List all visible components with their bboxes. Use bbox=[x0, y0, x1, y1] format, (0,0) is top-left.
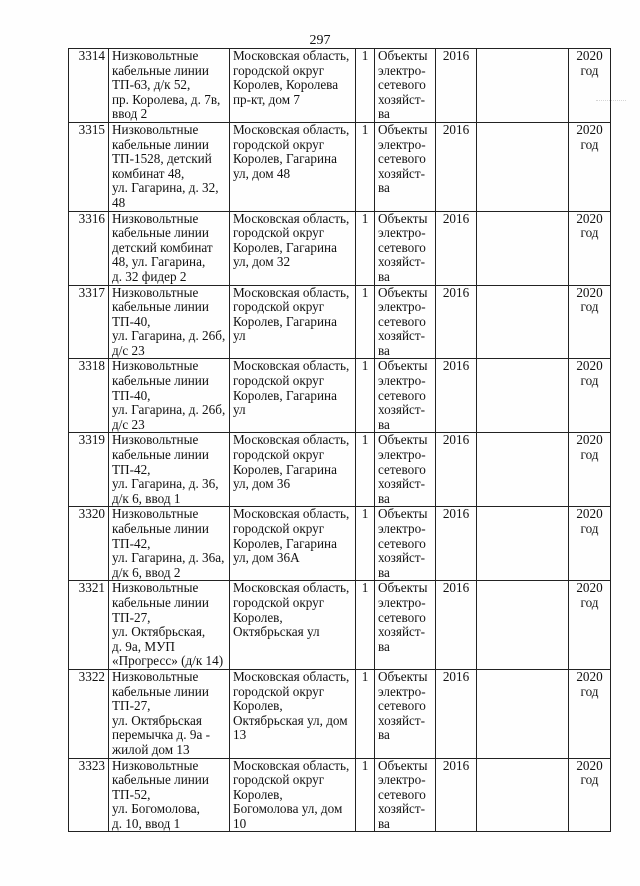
object-name-cell: Низковольтные кабельные линии детский комбинат 48, ул. Гагарина, д. 32 фидер 2 bbox=[109, 211, 230, 285]
quantity-cell: 1 bbox=[356, 211, 375, 285]
year-cell: 2016 bbox=[436, 359, 477, 433]
year-cell: 2016 bbox=[436, 49, 477, 123]
end-year-cell: 2020 год bbox=[569, 211, 611, 285]
address-cell: Московская область, городской округ Королев, Королева пр-кт, дом 7 bbox=[230, 49, 356, 123]
table-row bbox=[69, 669, 611, 758]
row-number-cell: 3315 bbox=[69, 122, 109, 211]
quantity-cell: 1 bbox=[356, 581, 375, 670]
empty-cell bbox=[477, 211, 569, 285]
table-row bbox=[69, 758, 611, 832]
address-cell: Московская область, городской округ Королев, Богомолова ул, дом 10 bbox=[230, 758, 356, 832]
quantity-cell: 1 bbox=[356, 507, 375, 581]
year-cell: 2016 bbox=[436, 669, 477, 758]
year-cell: 2016 bbox=[436, 211, 477, 285]
year-cell: 2016 bbox=[436, 758, 477, 832]
address-cell: Московская область, городской округ Королев, Октябрьская ул, дом 13 bbox=[230, 669, 356, 758]
end-year-cell: 2020 год bbox=[569, 581, 611, 670]
end-year-cell: 2020 год bbox=[569, 507, 611, 581]
quantity-cell: 1 bbox=[356, 122, 375, 211]
empty-cell bbox=[477, 507, 569, 581]
row-number-cell: 3323 bbox=[69, 758, 109, 832]
object-type-cell: Объекты электро- сетевого хозяйст- ва bbox=[375, 507, 436, 581]
empty-cell bbox=[477, 49, 569, 123]
row-number-cell: 3314 bbox=[69, 49, 109, 123]
quantity-cell: 1 bbox=[356, 49, 375, 123]
empty-cell bbox=[477, 285, 569, 359]
year-cell: 2016 bbox=[436, 122, 477, 211]
address-cell: Московская область, городской округ Королев, Гагарина ул bbox=[230, 359, 356, 433]
object-type-cell: Объекты электро- сетевого хозяйст- ва bbox=[375, 669, 436, 758]
object-type-cell: Объекты электро- сетевого хозяйст- ва bbox=[375, 581, 436, 670]
address-cell: Московская область, городской округ Королев, Гагарина ул, дом 32 bbox=[230, 211, 356, 285]
end-year-cell: 2020 год bbox=[569, 122, 611, 211]
empty-cell bbox=[477, 669, 569, 758]
row-number-cell: 3318 bbox=[69, 359, 109, 433]
row-number-cell: 3320 bbox=[69, 507, 109, 581]
object-name-cell: Низковольтные кабельные линии ТП-27, ул. Октябрьская, д. 9а, МУП «Прогресс» (д/к 14) bbox=[109, 581, 230, 670]
table-row bbox=[69, 433, 611, 507]
quantity-cell: 1 bbox=[356, 359, 375, 433]
end-year-cell: 2020 год bbox=[569, 669, 611, 758]
year-cell: 2016 bbox=[436, 433, 477, 507]
table-row bbox=[69, 122, 611, 211]
quantity-cell: 1 bbox=[356, 758, 375, 832]
end-year-cell: 2020 год bbox=[569, 433, 611, 507]
object-name-cell: Низковольтные кабельные линии ТП-52, ул. Богомолова, д. 10, ввод 1 bbox=[109, 758, 230, 832]
object-name-cell: Низковольтные кабельные линии ТП-1528, детский комбинат 48, ул. Гагарина, д. 32, 48 bbox=[109, 122, 230, 211]
quantity-cell: 1 bbox=[356, 285, 375, 359]
object-type-cell: Объекты электро- сетевого хозяйст- ва bbox=[375, 359, 436, 433]
address-cell: Московская область, городской округ Королев, Гагарина ул, дом 36А bbox=[230, 507, 356, 581]
table-row bbox=[69, 507, 611, 581]
year-cell: 2016 bbox=[436, 581, 477, 670]
object-name-cell: Низковольтные кабельные линии ТП-63, д/к 52, пр. Королева, д. 7в, ввод 2 bbox=[109, 49, 230, 123]
year-cell: 2016 bbox=[436, 285, 477, 359]
empty-cell bbox=[477, 122, 569, 211]
object-name-cell: Низковольтные кабельные линии ТП-42, ул. Гагарина, д. 36, д/к 6, ввод 1 bbox=[109, 433, 230, 507]
end-year-cell: 2020 год bbox=[569, 49, 611, 123]
object-type-cell: Объекты электро- сетевого хозяйст- ва bbox=[375, 285, 436, 359]
quantity-cell: 1 bbox=[356, 669, 375, 758]
registry-table bbox=[68, 48, 611, 832]
object-type-cell: Объекты электро- сетевого хозяйст- ва bbox=[375, 758, 436, 832]
table-row bbox=[69, 211, 611, 285]
object-type-cell: Объекты электро- сетевого хозяйст- ва bbox=[375, 211, 436, 285]
end-year-cell: 2020 год bbox=[569, 758, 611, 832]
table-body bbox=[69, 49, 611, 832]
address-cell: Московская область, городской округ Королев, Гагарина ул, дом 48 bbox=[230, 122, 356, 211]
object-type-cell: Объекты электро- сетевого хозяйст- ва bbox=[375, 49, 436, 123]
year-cell: 2016 bbox=[436, 507, 477, 581]
table-row bbox=[69, 49, 611, 123]
page-number: 297 bbox=[309, 33, 331, 48]
end-year-cell: 2020 год bbox=[569, 359, 611, 433]
quantity-cell: 1 bbox=[356, 433, 375, 507]
empty-cell bbox=[477, 433, 569, 507]
object-name-cell: Низковольтные кабельные линии ТП-40, ул. Гагарина, д. 26б, д/с 23 bbox=[109, 359, 230, 433]
object-name-cell: Низковольтные кабельные линии ТП-27, ул. Октябрьская перемычка д. 9а - жилой дом 13 bbox=[109, 669, 230, 758]
table-row bbox=[69, 359, 611, 433]
address-cell: Московская область, городской округ Королев, Гагарина ул, дом 36 bbox=[230, 433, 356, 507]
object-name-cell: Низковольтные кабельные линии ТП-40, ул. Гагарина, д. 26б, д/с 23 bbox=[109, 285, 230, 359]
object-type-cell: Объекты электро- сетевого хозяйст- ва bbox=[375, 122, 436, 211]
row-number-cell: 3319 bbox=[69, 433, 109, 507]
address-cell: Московская область, городской округ Королев, Гагарина ул bbox=[230, 285, 356, 359]
empty-cell bbox=[477, 359, 569, 433]
row-number-cell: 3321 bbox=[69, 581, 109, 670]
address-cell: Московская область, городской округ Королев, Октябрьская ул bbox=[230, 581, 356, 670]
row-number-cell: 3317 bbox=[69, 285, 109, 359]
end-year-cell: 2020 год bbox=[569, 285, 611, 359]
empty-cell bbox=[477, 581, 569, 670]
row-number-cell: 3322 bbox=[69, 669, 109, 758]
table-row bbox=[69, 581, 611, 670]
empty-cell bbox=[477, 758, 569, 832]
row-number-cell: 3316 bbox=[69, 211, 109, 285]
object-name-cell: Низковольтные кабельные линии ТП-42, ул. Гагарина, д. 36а, д/к 6, ввод 2 bbox=[109, 507, 230, 581]
table-row bbox=[69, 285, 611, 359]
object-type-cell: Объекты электро- сетевого хозяйст- ва bbox=[375, 433, 436, 507]
